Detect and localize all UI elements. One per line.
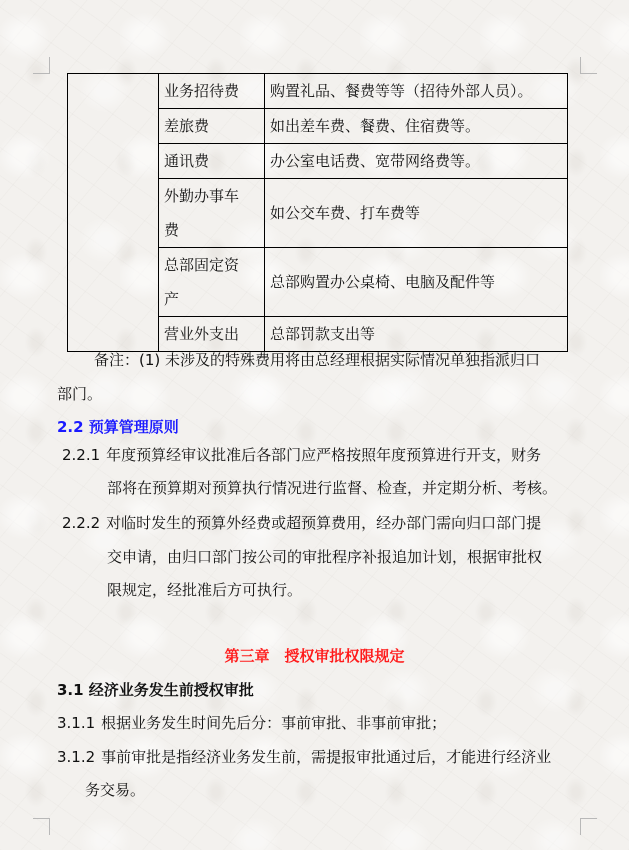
- page-corner-mark-top-left: [33, 57, 50, 74]
- table-cell-category: [159, 179, 265, 248]
- table-cell-category: [159, 248, 265, 317]
- table-cell-description: 购置礼品、餐费等等（招待外部人员）。: [265, 74, 568, 109]
- table-row: [68, 74, 568, 109]
- page-corner-mark-bottom-left: [33, 818, 50, 835]
- item-text: 事前审批是指经济业务发生前，需提报审批通过后，才能进行经济业: [101, 748, 552, 766]
- expense-category-table: [67, 73, 568, 352]
- item-number: 3.1.2: [57, 748, 96, 766]
- category-line-1: 外勤办事车: [164, 187, 240, 205]
- table-cell-category: 通讯费: [159, 144, 265, 179]
- item-2-2-2-line-3: 限规定，经批准后方可执行。: [107, 581, 303, 599]
- table-cell-category: 差旅费: [159, 109, 265, 144]
- table-cell-category: 业务招待费: [159, 74, 265, 109]
- note-line-2: 部门。: [57, 385, 103, 403]
- item-text: 对临时发生的预算外经费或超预算费用，经办部门需向归口部门提: [106, 514, 542, 532]
- category-line-1: 总部固定资: [164, 256, 240, 274]
- item-2-2-2-line-1: [62, 506, 541, 540]
- item-2-2-1-line-1: [62, 438, 541, 472]
- page-corner-mark-bottom-right: [580, 818, 597, 835]
- table-cell-description: 办公室电话费、宽带网络费等。: [265, 144, 568, 179]
- table-cell-description: 如公交车费、打车费等: [265, 179, 568, 248]
- section-3-1-heading: 3.1 经济业务发生前授权审批: [57, 681, 254, 699]
- table-cell-description: 如出差车费、餐费、住宿费等。: [265, 109, 568, 144]
- item-number: 2.2.2: [62, 514, 101, 532]
- category-line-2: 产: [164, 290, 180, 308]
- table-cell-category: 营业外支出: [159, 317, 265, 352]
- page-corner-mark-top-right: [480, 57, 596, 73]
- chapter-3-title: 第三章 授权审批权限规定: [224, 647, 405, 665]
- table-merged-cell: [68, 74, 159, 352]
- item-3-1-2-line-2: 务交易。: [85, 781, 146, 799]
- item-text: 年度预算经审议批准后各部门应严格按照年度预算进行开支，财务: [106, 446, 542, 464]
- item-2-2-1-line-2: 部将在预算期对预算执行情况进行监督、检查，并定期分析、考核。: [107, 479, 558, 497]
- item-3-1-1: [57, 706, 446, 740]
- section-2-2-heading: 2.2 预算管理原则: [57, 418, 179, 436]
- item-number: 2.2.1: [62, 446, 101, 464]
- table-cell-description: 总部罚款支出等: [265, 317, 568, 352]
- table-cell-description: 总部购置办公桌椅、电脑及配件等: [265, 248, 568, 317]
- item-number: 3.1.1: [57, 714, 96, 732]
- item-2-2-2-line-2: 交申请，由归口部门按公司的审批程序补报追加计划，根据审批权: [107, 548, 543, 566]
- item-3-1-2-line-1: [57, 740, 551, 774]
- note-line-1: 备注：(1) 未涉及的特殊费用将由总经理根据实际情况单独指派归口: [94, 351, 541, 369]
- item-text: 根据业务发生时间先后分：事前审批、非事前审批；: [101, 714, 447, 732]
- category-line-2: 费: [164, 221, 180, 239]
